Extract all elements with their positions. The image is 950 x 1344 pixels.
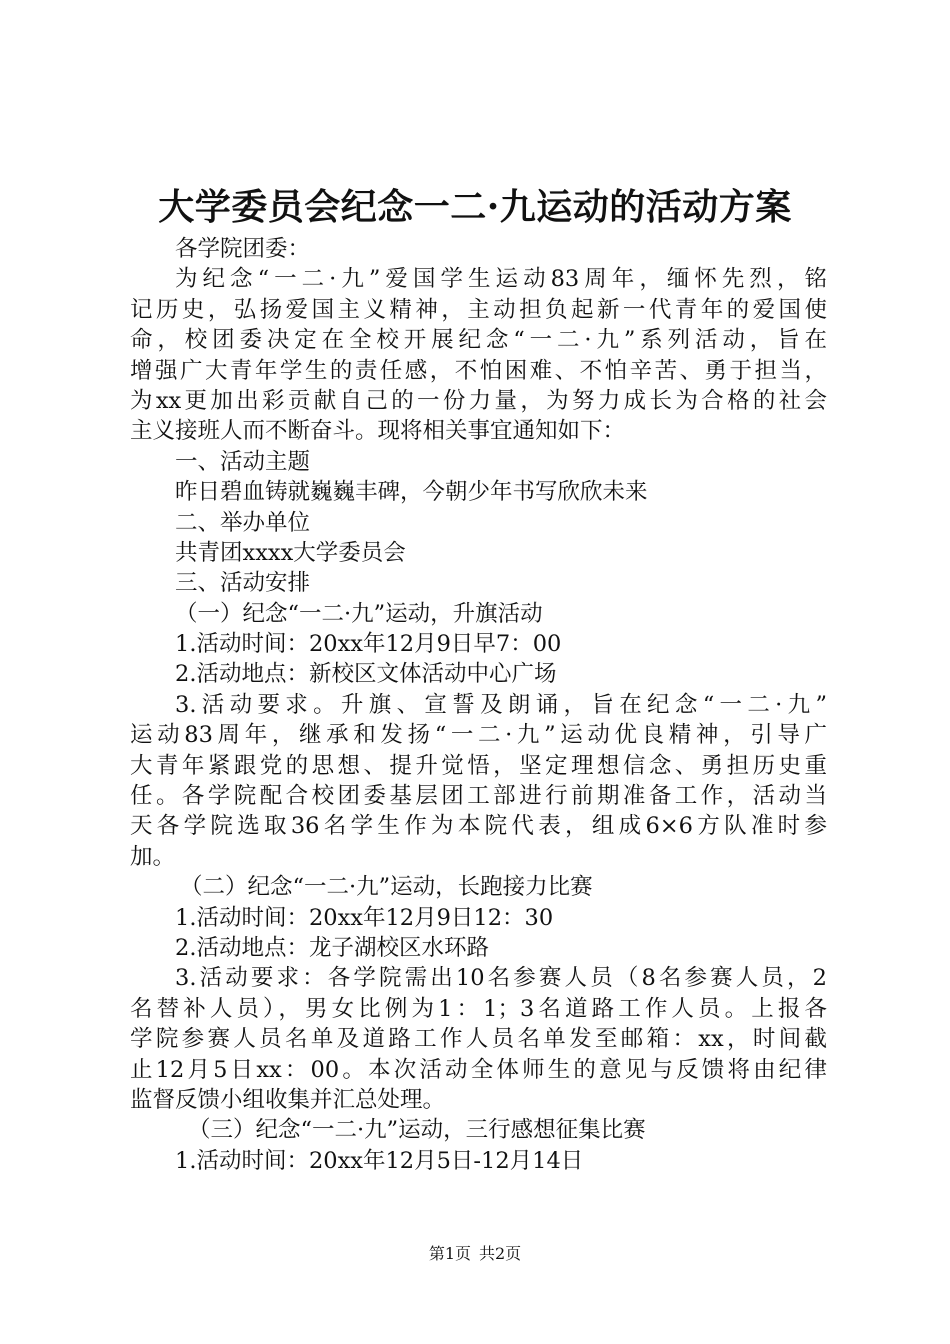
document-body: [130, 234, 827, 1176]
paragraph-line: 共青团xxxx大学委员会: [175, 539, 406, 566]
page-footer: [0, 1243, 950, 1265]
paragraph-line: 主义接班人而不断奋斗。现将相关事宜通知如下：: [130, 418, 626, 445]
list-item: 2.活动地点：龙子湖校区水环路: [175, 934, 489, 961]
paragraph-line: 名替补人员），男女比例为1：1；3名道路工作人员。上报各: [130, 995, 827, 1022]
salutation: 各学院团委：: [175, 236, 311, 262]
paragraph-line: 记历史，弘扬爱国主义精神，主动担负起新一代青年的爱国使: [130, 296, 827, 323]
list-item: 1.活动时间：20xx年12月9日早7：00: [175, 631, 562, 658]
paragraph-line: 增强广大青年学生的责任感，不怕困难、不怕辛苦、勇于担当，: [130, 357, 827, 384]
paragraph-line: 任。各学院配合校团委基层团工部进行前期准备工作，活动当: [130, 783, 827, 810]
paragraph-line: 昨日碧血铸就巍巍丰碑，今朝少年书写欣欣未来: [175, 479, 648, 506]
paragraph-line: 加。: [130, 843, 176, 870]
list-item: 3.活动要求。升旗、宣誓及朗诵，旨在纪念“一二·九”: [175, 691, 827, 718]
list-item: 2.活动地点：新校区文体活动中心广场: [175, 661, 557, 688]
paragraph-line: 命，校团委决定在全校开展纪念“一二·九”系列活动，旨在: [130, 327, 827, 354]
paragraph-line: 为xx更加出彩贡献自己的一份力量，为努力成长为合格的社会: [130, 387, 827, 414]
list-item: 1.活动时间：20xx年12月9日12：30: [175, 904, 554, 931]
paragraph-line: 监督反馈小组收集并汇总处理。: [130, 1086, 446, 1113]
list-item: 1.活动时间：20xx年12月5日-12月14日: [175, 1147, 584, 1174]
paragraph-line: 学院参赛人员名单及道路工作人员名单发至邮箱：xx，时间截: [130, 1026, 827, 1053]
list-item: 3.活动要求：各学院需出10名参赛人员（8名参赛人员，2: [175, 965, 827, 992]
paragraph-line: 天各学院选取36名学生作为本院代表，组成6×6方队准时参: [130, 813, 827, 840]
subsection-heading: （二）纪念“一二·九”运动，长跑接力比赛: [180, 874, 593, 901]
paragraph-line: 大青年紧跟党的思想、提升觉悟，坚定理想信念、勇担历史重: [130, 752, 827, 779]
section-heading: 三、活动安排: [175, 570, 311, 597]
paragraph-line: 为纪念“一二·九”爱国学生运动83周年，缅怀先烈，铭: [175, 266, 827, 293]
subsection-heading: （三）纪念“一二·九”运动，三行感想征集比赛: [188, 1117, 646, 1144]
page-number-current: 第1页: [428, 1244, 471, 1263]
paragraph-line: 运动83周年，继承和发扬“一二·九”运动优良精神，引导广: [130, 722, 827, 749]
section-heading: 二、举办单位: [175, 509, 311, 536]
section-heading: 一、活动主题: [175, 448, 311, 475]
document-title: 大学委员会纪念一二·九运动的活动方案: [158, 186, 792, 228]
page-number-total: 共2页: [479, 1244, 522, 1263]
subsection-heading: （一）纪念“一二·九”运动，升旗活动: [175, 600, 543, 627]
paragraph-line: 止12月5日xx：00。本次活动全体师生的意见与反馈将由纪律: [130, 1056, 827, 1083]
